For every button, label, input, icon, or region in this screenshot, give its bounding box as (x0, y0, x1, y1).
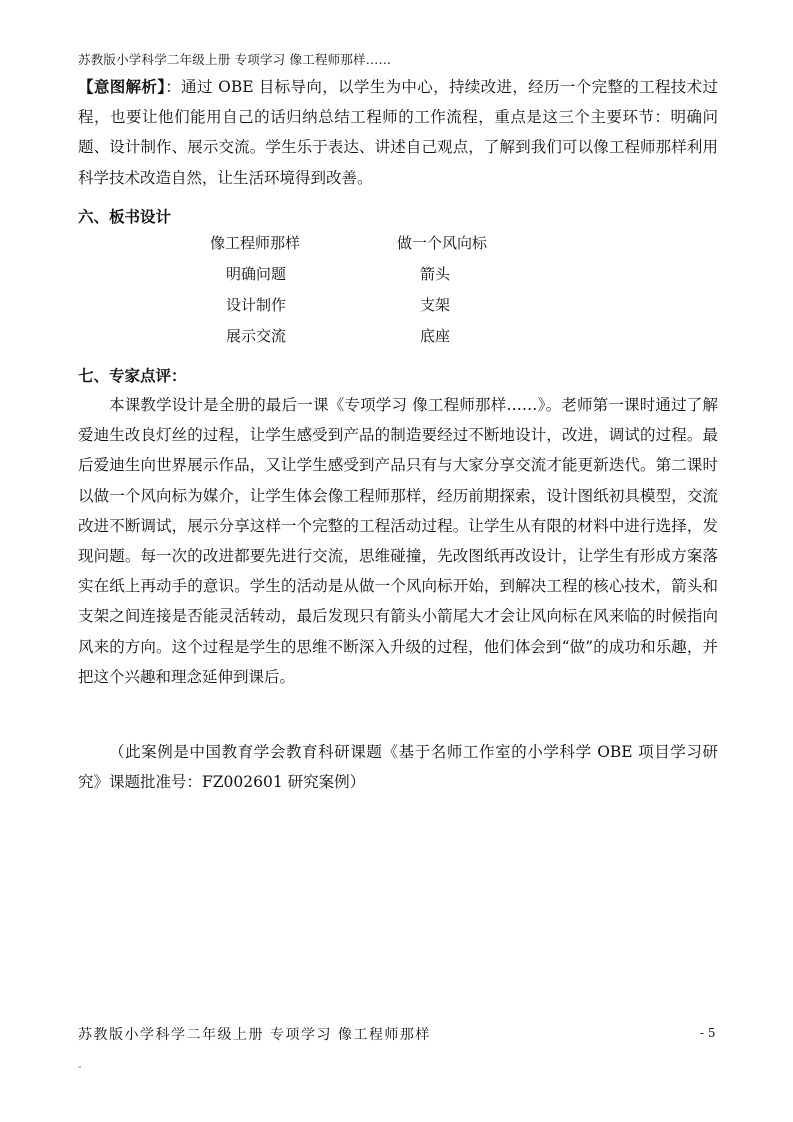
intent-paragraph (78, 72, 718, 193)
board-left-title: 像工程师那样 (210, 234, 301, 252)
board-right-item: 底座 (420, 327, 451, 345)
case-note-paragraph: （此案例是中国教育学会教育科研课题《基于名师工作室的小学科学 OBE 项目学习研究》课题批准号：FZ002601 研究案例） (78, 743, 718, 792)
board-left-item: 明确问题 (226, 265, 287, 283)
intent-text: ：通过 OBE 目标导向，以学生为中心，持续改进，经历一个完整的工程技术过程，也要让他们能用自己的话归纳总结工程师的工作流程，重点是这三个主要环节：明确问题、设计制作、展示交流。学生乐于表达、讲述自己观点，了解到我们可以像工程师那样利用科学技术改造自然，让生活环境得到改善。 (78, 78, 718, 187)
intent-label: 【意图解析】 (78, 77, 166, 96)
running-header: 苏教版小学科学二年级上册 专项学习 像工程师那样…… (78, 52, 392, 67)
page-number: - 5 (700, 1026, 716, 1040)
section-6-heading: 六、板书设计 (78, 207, 172, 226)
board-right-title: 做一个风向标 (397, 234, 488, 252)
running-footer: 苏教版小学科学二年级上册 专项学习 像工程师那样 (78, 1027, 431, 1043)
section-7-heading: 七、专家点评： (78, 366, 187, 385)
board-left-item: 设计制作 (226, 296, 287, 314)
footer-mark: - (78, 1062, 82, 1073)
board-left-item: 展示交流 (226, 327, 287, 345)
board-right-item: 支架 (420, 296, 451, 314)
expert-review-paragraph: 本课教学设计是全册的最后一课《专项学习 像工程师那样……》。老师第一课时通过了解爱迪生改良灯丝的过程，让学生感受到产品的制造要经过不断地设计，改进，调试的过程。最后爱迪生向世界展示作品，又让学生感受到产品只有与大家分享交流才能更新迭代。第二课时以做一个风向标为媒介，让学生体会像工程师那样，经历前期探索，设计图纸初具模型，交流改进不断调试，展示分享这样一个完整的工程活动过程。让学生从有限的材料中进行选择，发现问题。每一次的改进都要先进行交流，思维碰撞，先改图纸再改设计，让学生有形成方案落实在纸上再动手的意识。学生的活动是从做一个风向标开始，到解决工程的核心技术，箭头和支架之间连接是否能灵活转动，最后发现只有箭头小箭尾大才会让风向标在风来临的时候指向风来的方向。这个过程是学生的思维不断深入升级的过程，他们体会到“做”的成功和乐趣，并把这个兴趣和理念延伸到课后。 (78, 396, 718, 686)
board-right-item: 箭头 (420, 265, 451, 283)
